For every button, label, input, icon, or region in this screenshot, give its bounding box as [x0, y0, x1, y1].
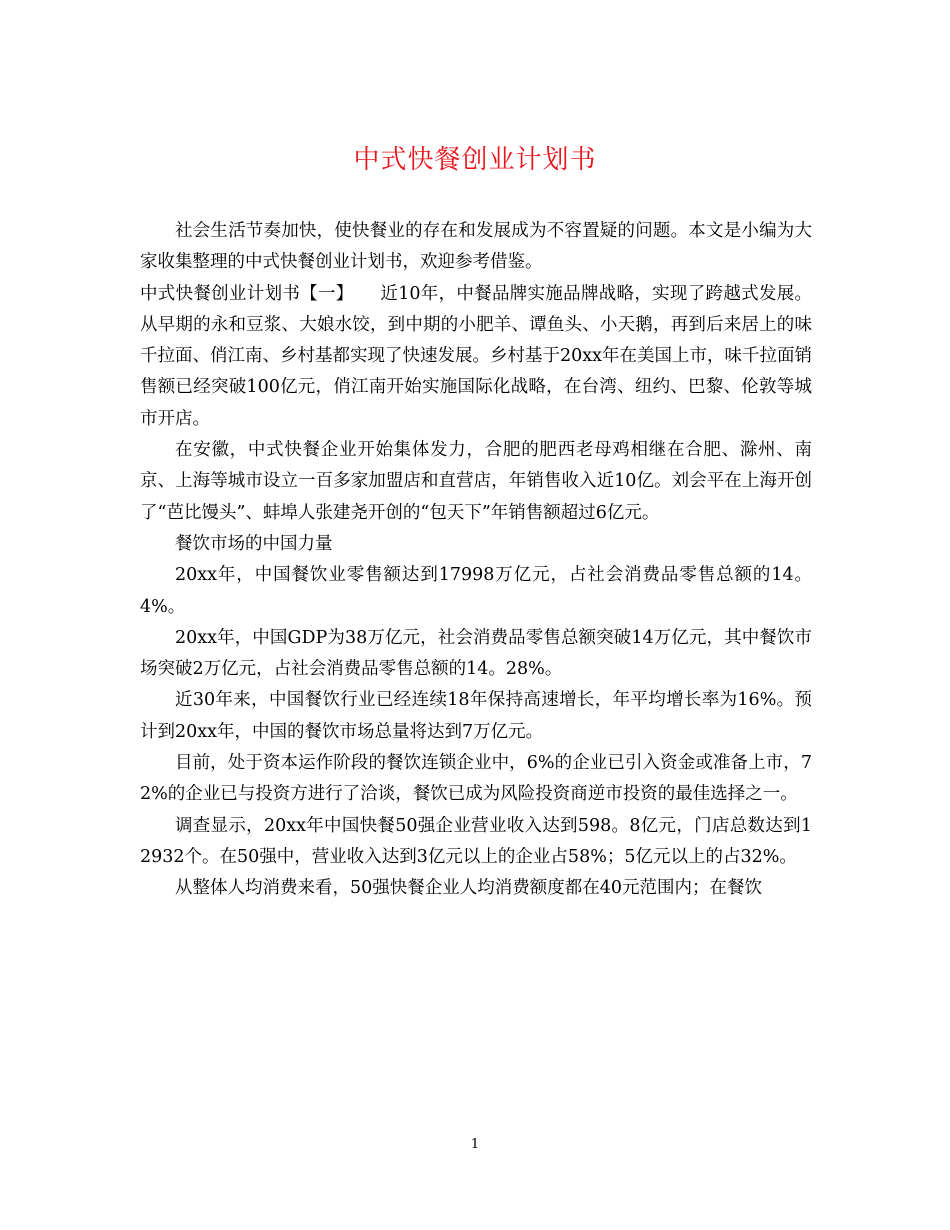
paragraph-anhui: 在安徽，中式快餐企业开始集体发力，合肥的肥西老母鸡相继在合肥、滁州、南京、上海等城市设立一百多家加盟店和直营店，年销售收入近10亿。刘会平在上海开创了“芭比馒头”、蚌埠人张建尧开创的“包天下”年销售额超过6亿元。 [140, 440, 812, 523]
paragraph-consumption: 从整体人均消费来看，50强快餐企业人均消费额度都在40元范围内；在餐饮 [175, 878, 763, 899]
paragraph-section-one: 中式快餐创业计划书【一】 近10年，中餐品牌实施品牌战略，实现了跨越式发展。从早期的永和豆浆、大娘水饺，到中期的小肥羊、谭鱼头、小天鹅，再到后来居上的味千拉面、俏江南、乡村基都实现了快速发展。乡村基于20xx年在美国上市，味千拉面销售额已经突破100亿元，俏江南开始实施国际化战略，在台湾、纽约、巴黎、伦敦等城市开店。 [140, 283, 813, 429]
paragraph-retail-sales: 20xx年，中国餐饮业零售额达到17998万亿元，占社会消费品零售总额的14。4%。 [140, 565, 812, 617]
paragraph-heading-market: 餐饮市场的中国力量 [175, 533, 333, 554]
paragraph-intro: 社会生活节奏加快，使快餐业的存在和发展成为不容置疑的问题。本文是小编为大家收集整理的中式快餐创业计划书，欢迎参考借鉴。 [140, 221, 812, 273]
page-number: 1 [470, 1137, 480, 1152]
document-body [140, 216, 812, 905]
document-title: 中式快餐创业计划书 [353, 145, 597, 175]
paragraph-growth: 近30年来，中国餐饮行业已经连续18年保持高速增长，年平均增长率为16%。预计到20xx年，中国的餐饮市场总量将达到7万亿元。 [140, 690, 812, 742]
paragraph-gdp: 20xx年，中国GDP为38万亿元，社会消费品零售总额突破14万亿元，其中餐饮市场突破2万亿元，占社会消费品零售总额的14。28%。 [140, 627, 812, 680]
paragraph-survey: 调查显示，20xx年中国快餐50强企业营业收入达到598。8亿元，门店总数达到12932个。在50强中，营业收入达到3亿元以上的企业占58%；5亿元以上的占32%。 [140, 815, 812, 867]
paragraph-capital: 目前，处于资本运作阶段的餐饮连锁企业中，6%的企业已引入资金或准备上市，72%的企业已与投资方进行了洽谈，餐饮已成为风险投资商逆市投资的最佳选择之一。 [140, 753, 812, 805]
